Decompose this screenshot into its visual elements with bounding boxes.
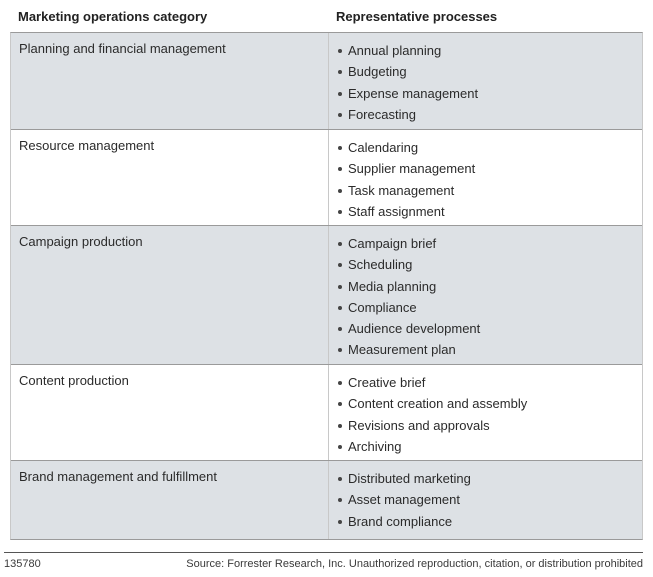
list-item: Calendaring <box>337 137 642 158</box>
list-item: Expense management <box>337 83 642 104</box>
source-note: Source: Forrester Research, Inc. Unauthorized reproduction, citation, or distribution prohibited <box>186 558 643 570</box>
list-item: Brand compliance <box>337 511 642 532</box>
list-item: Budgeting <box>337 61 642 82</box>
header-category: Marketing operations category <box>18 8 208 24</box>
header-processes: Representative processes <box>336 8 498 24</box>
table-row <box>11 33 642 129</box>
list-item: Archiving <box>337 436 642 457</box>
list-item: Asset management <box>337 489 642 510</box>
list-item: Measurement plan <box>337 339 642 360</box>
category-cell: Resource management <box>11 130 329 225</box>
list-item: Content creation and assembly <box>337 393 642 414</box>
process-list <box>329 461 642 539</box>
list-item: Staff assignment <box>337 201 642 222</box>
category-cell: Content production <box>11 365 329 460</box>
list-item: Distributed marketing <box>337 468 642 489</box>
figure-footer <box>4 552 643 570</box>
list-item: Annual planning <box>337 40 642 61</box>
category-cell: Campaign production <box>11 226 329 364</box>
list-item: Compliance <box>337 297 642 318</box>
table-row <box>11 129 642 225</box>
table-row <box>11 364 642 460</box>
list-item: Supplier management <box>337 158 642 179</box>
list-item: Creative brief <box>337 372 642 393</box>
process-list <box>329 365 642 460</box>
process-list <box>329 130 642 225</box>
figure-id: 135780 <box>4 558 41 570</box>
table-body <box>10 32 643 540</box>
list-item: Scheduling <box>337 254 642 275</box>
list-item: Task management <box>337 180 642 201</box>
marketing-operations-table <box>10 0 643 540</box>
list-item: Forecasting <box>337 104 642 125</box>
list-item: Revisions and approvals <box>337 415 642 436</box>
list-item: Audience development <box>337 318 642 339</box>
table-header <box>10 0 643 32</box>
category-cell: Brand management and fulfillment <box>11 461 329 539</box>
table-row <box>11 460 642 539</box>
process-list <box>329 226 642 364</box>
table-row <box>11 225 642 364</box>
category-cell: Planning and financial management <box>11 33 329 129</box>
list-item: Campaign brief <box>337 233 642 254</box>
list-item: Media planning <box>337 276 642 297</box>
process-list <box>329 33 642 129</box>
